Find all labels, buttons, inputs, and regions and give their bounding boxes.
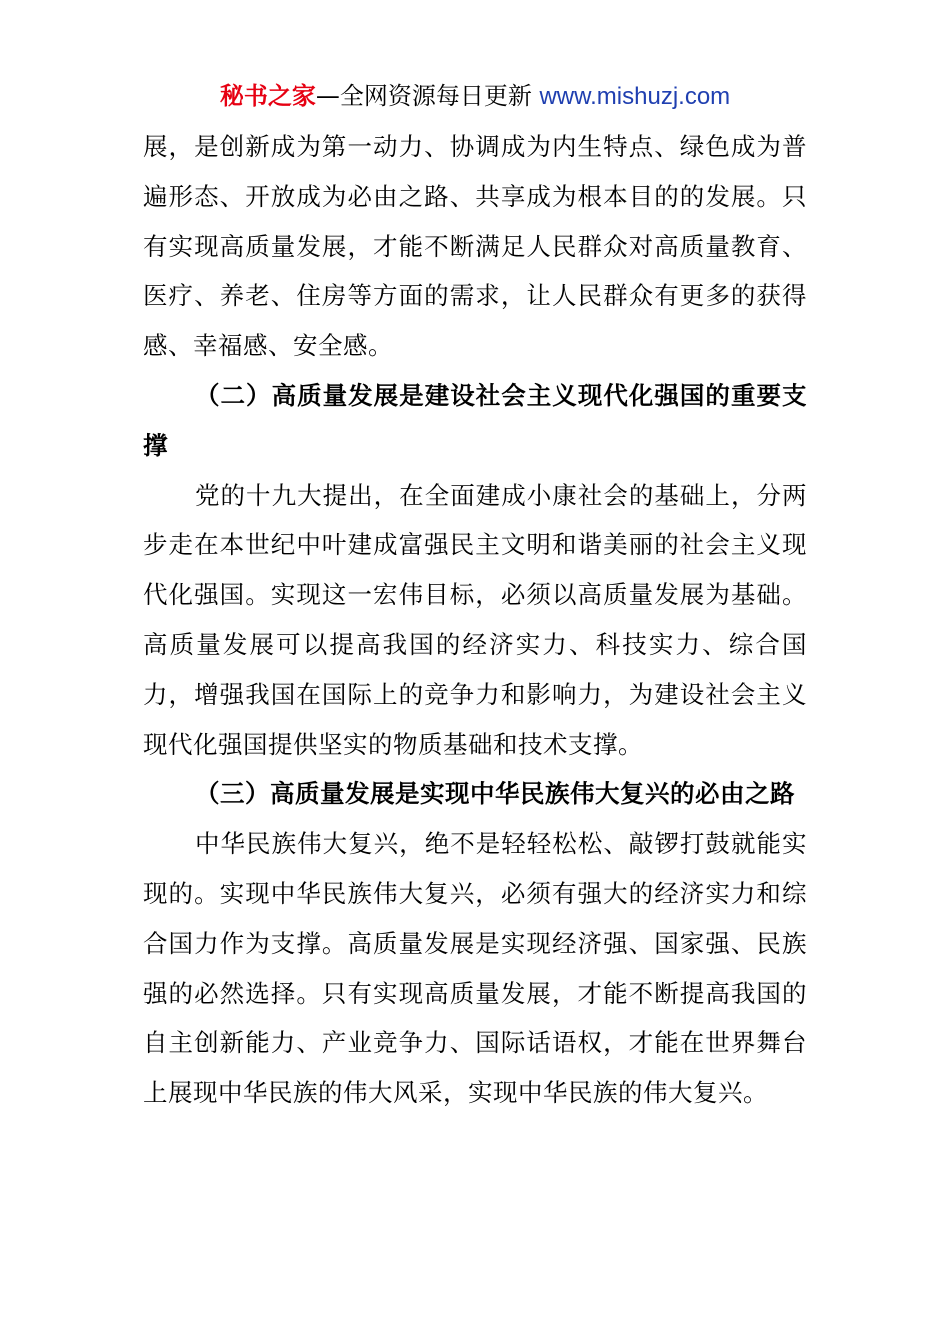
section-heading-3: （三）高质量发展是实现中华民族伟大复兴的必由之路 (195, 779, 795, 809)
paragraph-section-3: 中华民族伟大复兴，绝不是轻轻松松、敲锣打鼓就能实现的。实现中华民族伟大复兴，必须有强大的经济实力和综合国力作为支撑。高质量发展是实现经济强、国家强、民族强的必然选择。只有实现高质量发展，才能不断提高我国的自主创新能力、产业竞争力、国际话语权，才能在世界舞台上展现中华民族的伟大风采，实现中华民族的伟大复兴。 (143, 829, 807, 1108)
document-body (143, 122, 807, 1118)
site-tagline: —全网资源每日更新 (315, 82, 532, 110)
section-heading-2: （二）高质量发展是建设社会主义现代化强国的重要支撑 (143, 380, 807, 460)
page-header (0, 81, 950, 112)
site-url-link[interactable]: www.mishuzj.com (539, 83, 731, 110)
paragraph-section-2: 党的十九大提出，在全面建成小康社会的基础上，分两步走在本世纪中叶建成富强民主文明和谐美丽的社会主义现代化强国。实现这一宏伟目标，必须以高质量发展为基础。高质量发展可以提高我国的经济实力、科技实力、综合国力，增强我国在国际上的竞争力和影响力，为建设社会主义现代化强国提供坚实的物质基础和技术支撑。 (143, 480, 807, 759)
site-brand: 秘书之家 (219, 82, 316, 110)
paragraph-continuation: 展，是创新成为第一动力、协调成为内生特点、绿色成为普遍形态、开放成为必由之路、共享成为根本目的的发展。只有实现高质量发展，才能不断满足人民群众对高质量教育、医疗、养老、住房等方面的需求，让人民群众有更多的获得感、幸福感、安全感。 (143, 132, 807, 361)
